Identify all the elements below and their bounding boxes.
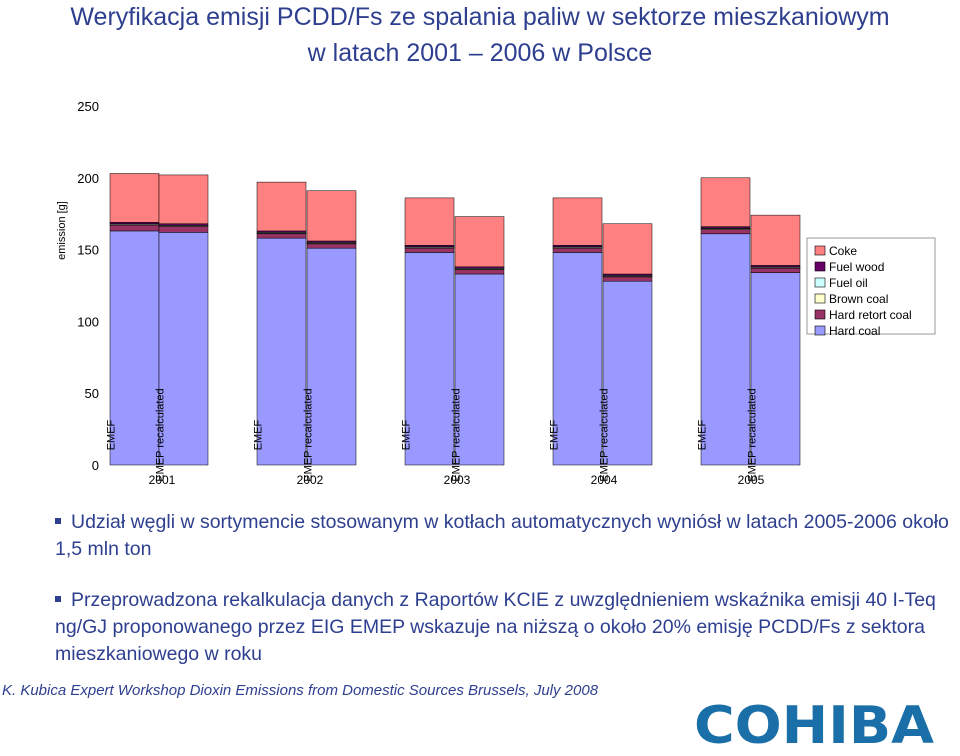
legend-label: Fuel oil bbox=[829, 276, 868, 290]
y-tick-label: 50 bbox=[84, 386, 99, 402]
bullet-marker-icon bbox=[55, 596, 61, 602]
x-group-label: 2005 bbox=[737, 473, 765, 487]
bar-label: EMEF bbox=[252, 419, 265, 451]
bar-segment bbox=[701, 229, 750, 233]
bullet-text-2: Przeprowadzona rekalkulacja danych z Raportów KCIE z uwzględnieniem wskaźnika emisji 40 I-Teq ng/GJ proponowanego przez EIG EMEP wskazuje na niższą o około 20% emisję PCDD/Fs z sektora mieszkaniowego w roku bbox=[55, 589, 936, 665]
cohiba-logo-text: COHIBA bbox=[694, 696, 934, 751]
legend-swatch bbox=[815, 310, 825, 319]
bar-segment bbox=[751, 215, 800, 265]
y-tick-label: 200 bbox=[77, 170, 99, 186]
bullet-marker-icon bbox=[55, 518, 61, 524]
page-title-line-2: w latach 2001 – 2006 w Polsce bbox=[307, 39, 653, 67]
bar-segment bbox=[455, 217, 504, 267]
bar-label: EMEP recalculated bbox=[302, 388, 315, 482]
bar-label: EMEF bbox=[548, 419, 561, 451]
bullet-item-1 bbox=[55, 509, 960, 563]
x-group-label: 2001 bbox=[148, 473, 176, 487]
legend-label: Hard retort coal bbox=[829, 308, 912, 322]
legend-swatch bbox=[815, 326, 825, 335]
y-tick-label: 0 bbox=[91, 458, 99, 473]
bar-segment bbox=[553, 248, 602, 252]
bar-label: EMEP recalculated bbox=[746, 388, 759, 482]
bar-segment bbox=[110, 225, 159, 231]
bar-segment bbox=[405, 198, 454, 245]
bar-segment bbox=[257, 182, 306, 231]
legend-swatch bbox=[815, 294, 825, 303]
bar-segment bbox=[110, 173, 159, 222]
footer-citation: K. Kubica Expert Workshop Dioxin Emissions from Domestic Sources Brussels, July 2008 bbox=[2, 682, 599, 699]
y-tick-label: 150 bbox=[77, 242, 99, 258]
x-group-label: 2004 bbox=[590, 473, 618, 487]
legend-swatch bbox=[815, 278, 825, 287]
bar-segment bbox=[307, 191, 356, 241]
bar-label: EMEF bbox=[400, 419, 413, 451]
legend-label: Fuel wood bbox=[829, 260, 885, 274]
y-axis-label: emission [g] bbox=[56, 201, 68, 260]
bar-segment bbox=[751, 268, 800, 272]
bar-label: EMEF bbox=[105, 419, 118, 451]
bar-label: EMEF bbox=[696, 419, 709, 451]
legend-label: Brown coal bbox=[829, 292, 889, 306]
y-tick-label: 100 bbox=[77, 314, 99, 330]
bar-segment bbox=[257, 234, 306, 238]
bar-segment bbox=[603, 277, 652, 281]
x-group-label: 2003 bbox=[443, 473, 471, 487]
bar-label: EMEP recalculated bbox=[154, 388, 167, 482]
x-group-label: 2002 bbox=[296, 473, 324, 487]
legend-label: Hard coal bbox=[829, 324, 881, 338]
bullet-text-1: Udział węgli w sortymencie stosowanym w kotłach automatycznych wyniósł w latach 2005-2006 około 1,5 mln ton bbox=[55, 511, 949, 560]
cohiba-logo bbox=[692, 693, 942, 751]
bar-segment bbox=[159, 227, 208, 233]
bar-segment bbox=[159, 175, 208, 224]
bar-label: EMEP recalculated bbox=[450, 388, 463, 482]
bar-segment bbox=[307, 244, 356, 248]
stacked-bar-chart bbox=[0, 90, 960, 500]
bar-segment bbox=[603, 224, 652, 274]
bar-segment bbox=[553, 198, 602, 245]
bar-label: EMEP recalculated bbox=[598, 388, 611, 482]
legend-swatch bbox=[815, 246, 825, 255]
bar-segment bbox=[701, 178, 750, 227]
page-title-line-1: Weryfikacja emisji PCDD/Fs ze spalania paliw w sektorze mieszkaniowym bbox=[70, 3, 890, 31]
legend-label: Coke bbox=[829, 244, 858, 258]
bullet-item-2 bbox=[55, 587, 960, 668]
bar-segment bbox=[405, 248, 454, 252]
bar-segment bbox=[455, 270, 504, 274]
legend-swatch bbox=[815, 262, 825, 271]
y-tick-label: 250 bbox=[77, 99, 99, 114]
